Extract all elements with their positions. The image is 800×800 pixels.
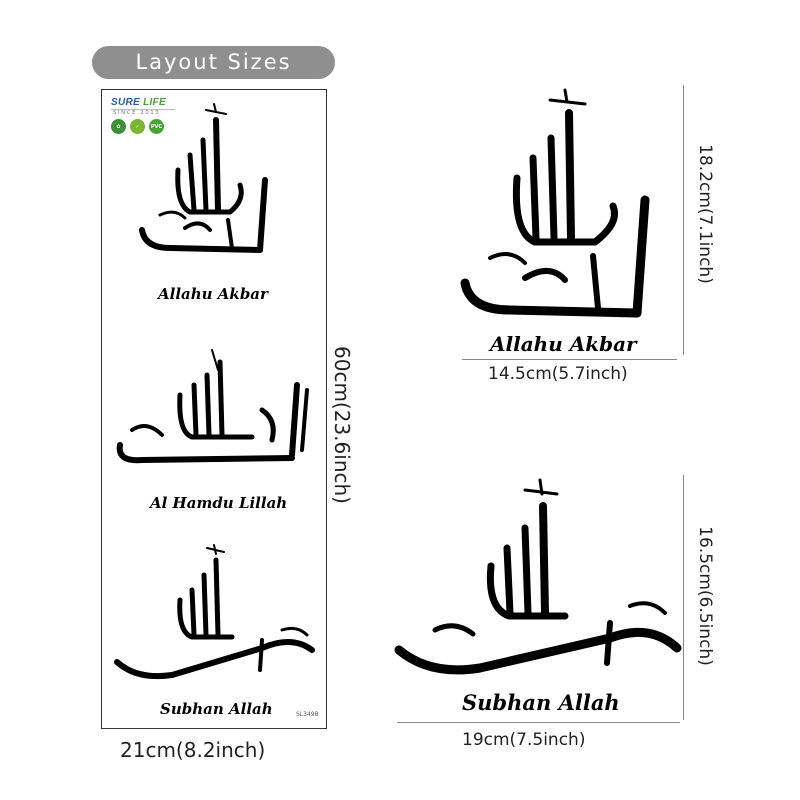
calligraphy-allahu-akbar-large <box>455 88 675 333</box>
brand-name-part2: LIFE <box>139 97 166 108</box>
panel-top-width-rule <box>462 359 677 360</box>
sheet-width-label: 21cm(8.2inch) <box>120 738 266 762</box>
leaf-icon: ✿ <box>111 119 126 134</box>
panel-bottom-width-rule <box>397 722 680 723</box>
calligraphy-subhan-allah-small <box>112 540 317 690</box>
panel-top-width-label: 14.5cm(5.7inch) <box>488 364 628 384</box>
panel-top-caption: Allahu Akbar <box>490 332 637 356</box>
panel-top-height-rule <box>683 85 684 355</box>
sheet-caption-al-hamdu-lillah: Al Hamdu Lillah <box>150 494 288 512</box>
panel-top-height-label: 18.2cm(7.1inch) <box>695 144 715 284</box>
layout-sizes-title: Layout Sizes <box>92 46 335 79</box>
pvc-badge: PVC <box>149 119 164 134</box>
calligraphy-al-hamdu-lillah-small <box>112 340 317 490</box>
panel-bottom-width-label: 19cm(7.5inch) <box>462 730 586 750</box>
calligraphy-allahu-akbar-small <box>130 100 290 280</box>
sheet-caption-allahu-akbar: Allahu Akbar <box>158 285 268 303</box>
product-sku: SL349B <box>296 711 319 718</box>
calligraphy-subhan-allah-large <box>395 478 680 688</box>
eco-icon: ✓ <box>130 119 145 134</box>
sheet-caption-subhan-allah: Subhan Allah <box>160 700 273 718</box>
panel-bottom-caption: Subhan Allah <box>462 690 620 715</box>
panel-bottom-height-label: 16.5cm(6.5inch) <box>695 526 715 666</box>
brand-since: SINCE 2013 <box>111 109 175 116</box>
panel-bottom-height-rule <box>683 475 684 720</box>
sheet-height-label: 60cm(23.6inch) <box>330 346 354 504</box>
brand-name-part1: SURE <box>111 97 140 108</box>
